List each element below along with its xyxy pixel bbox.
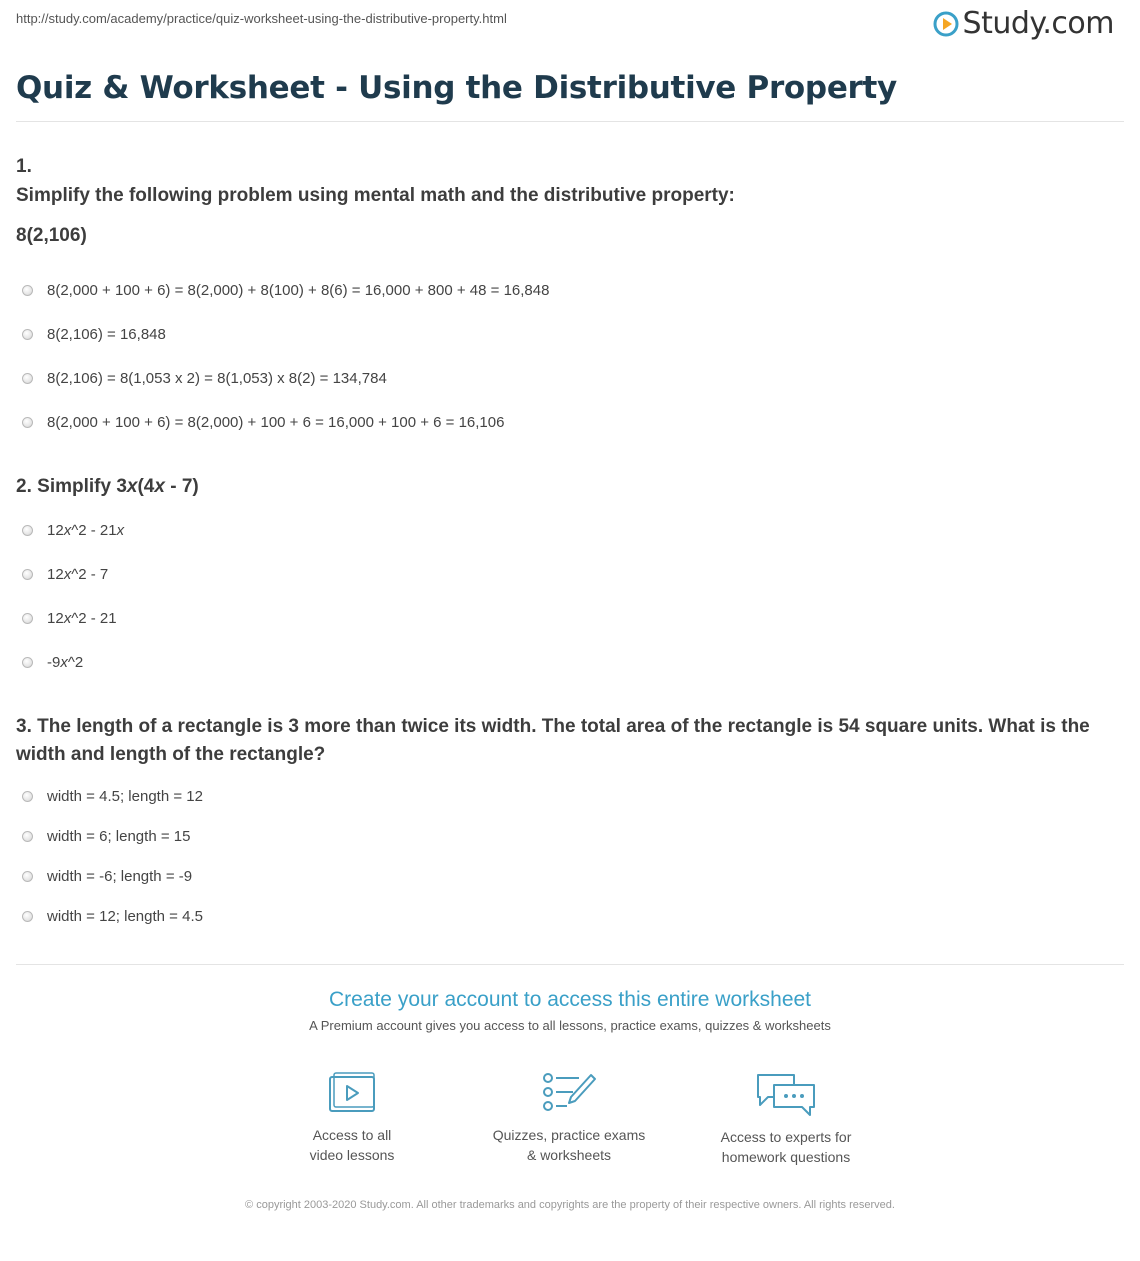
page-url: http://study.com/academy/practice/quiz-worksheet-using-the-distributive-property.html	[16, 11, 507, 26]
option-label: -9x^2	[47, 653, 84, 671]
option-label: width = 6; length = 15	[47, 827, 191, 845]
question-3-option-a[interactable]	[22, 786, 203, 806]
question-3-text	[16, 713, 1116, 769]
radio-button[interactable]	[22, 373, 33, 384]
create-account-link[interactable]: Create your account to access this entire worksheet	[328, 988, 812, 1011]
radio-button[interactable]	[22, 791, 33, 802]
question-2-suffix: - 7)	[164, 476, 199, 497]
chat-bubbles-icon	[754, 1071, 818, 1117]
question-1-option-b[interactable]	[22, 324, 166, 344]
radio-button[interactable]	[22, 911, 33, 922]
feature-line-2: & worksheets	[526, 1147, 612, 1163]
feature-video-lessons	[252, 1071, 452, 1165]
question-1-text: Simplify the following problem using mental math and the distributive property:	[16, 185, 735, 206]
feature-experts	[686, 1071, 886, 1167]
question-1-option-c[interactable]	[22, 368, 387, 388]
option-label: 8(2,106) = 8(1,053 x 2) = 8(1,053) x 8(2) = 134,784	[47, 369, 387, 387]
feature-line-1: Access to experts for	[720, 1129, 852, 1145]
question-1-option-a[interactable]	[22, 280, 549, 300]
play-logo-icon	[933, 11, 959, 37]
variable: x	[154, 476, 165, 497]
radio-button[interactable]	[22, 871, 33, 882]
feature-line-2: homework questions	[721, 1149, 851, 1165]
option-label: 8(2,000 + 100 + 6) = 8(2,000) + 100 + 6 = 16,000 + 100 + 6 = 16,106	[47, 413, 505, 431]
question-1-expression: 8(2,106)	[16, 225, 87, 246]
question-2-mid: (4	[137, 476, 155, 497]
option-label: 8(2,000 + 100 + 6) = 8(2,000) + 8(100) + 8(6) = 16,000 + 800 + 48 = 16,848	[47, 281, 550, 299]
option-label: 12x^2 - 7	[47, 565, 109, 583]
divider	[16, 964, 1124, 965]
divider	[16, 121, 1124, 122]
study-logo[interactable]	[933, 6, 1114, 41]
radio-button[interactable]	[22, 285, 33, 296]
option-label: 12x^2 - 21	[47, 609, 117, 627]
question-2-text	[16, 473, 1116, 501]
feature-quizzes	[469, 1071, 669, 1165]
variable: x	[126, 476, 138, 497]
question-2-prefix: Simplify 3	[37, 476, 127, 497]
copyright-notice: © copyright 2003-2020 Study.com. All other trademarks and copyrights are the property of their respective owners. All rights reserved.	[245, 1199, 895, 1211]
option-label: width = 12; length = 4.5	[47, 907, 203, 925]
question-2-number: 2.	[16, 476, 32, 497]
radio-button[interactable]	[22, 569, 33, 580]
quiz-checklist-icon	[541, 1071, 597, 1115]
logo-text: Study.com	[962, 6, 1114, 41]
cta-subtitle: A Premium account gives you access to all lessons, practice exams, quizzes & worksheets	[309, 1018, 831, 1033]
option-label: 8(2,106) = 16,848	[47, 325, 166, 343]
question-1-option-d[interactable]	[22, 412, 504, 432]
question-2-option-a[interactable]	[22, 520, 124, 540]
page-title: Quiz & Worksheet - Using the Distributive Property	[16, 70, 897, 106]
radio-button[interactable]	[22, 417, 33, 428]
option-label: width = 4.5; length = 12	[47, 787, 203, 805]
question-2-option-c[interactable]	[22, 608, 117, 628]
radio-button[interactable]	[22, 831, 33, 842]
radio-button[interactable]	[22, 657, 33, 668]
question-3-option-b[interactable]	[22, 826, 190, 846]
question-2-option-d[interactable]	[22, 652, 83, 672]
question-1-number: 1.	[16, 156, 32, 177]
radio-button[interactable]	[22, 613, 33, 624]
question-3-body: The length of a rectangle is 3 more than twice its width. The total area of the rectangle is 54 square units. What is the width and length of the rectangle?	[16, 716, 1090, 765]
radio-button[interactable]	[22, 525, 33, 536]
question-3-number: 3.	[16, 716, 32, 737]
question-3-option-d[interactable]	[22, 906, 203, 926]
feature-line-1: Quizzes, practice exams	[492, 1127, 646, 1143]
question-2-option-b[interactable]	[22, 564, 108, 584]
video-lesson-icon	[326, 1071, 378, 1115]
question-3-option-c[interactable]	[22, 866, 192, 886]
feature-line-1: Access to all	[312, 1127, 392, 1143]
option-label: 12x^2 - 21x	[47, 521, 125, 539]
option-label: width = -6; length = -9	[47, 867, 193, 885]
feature-line-2: video lessons	[309, 1147, 395, 1163]
radio-button[interactable]	[22, 329, 33, 340]
